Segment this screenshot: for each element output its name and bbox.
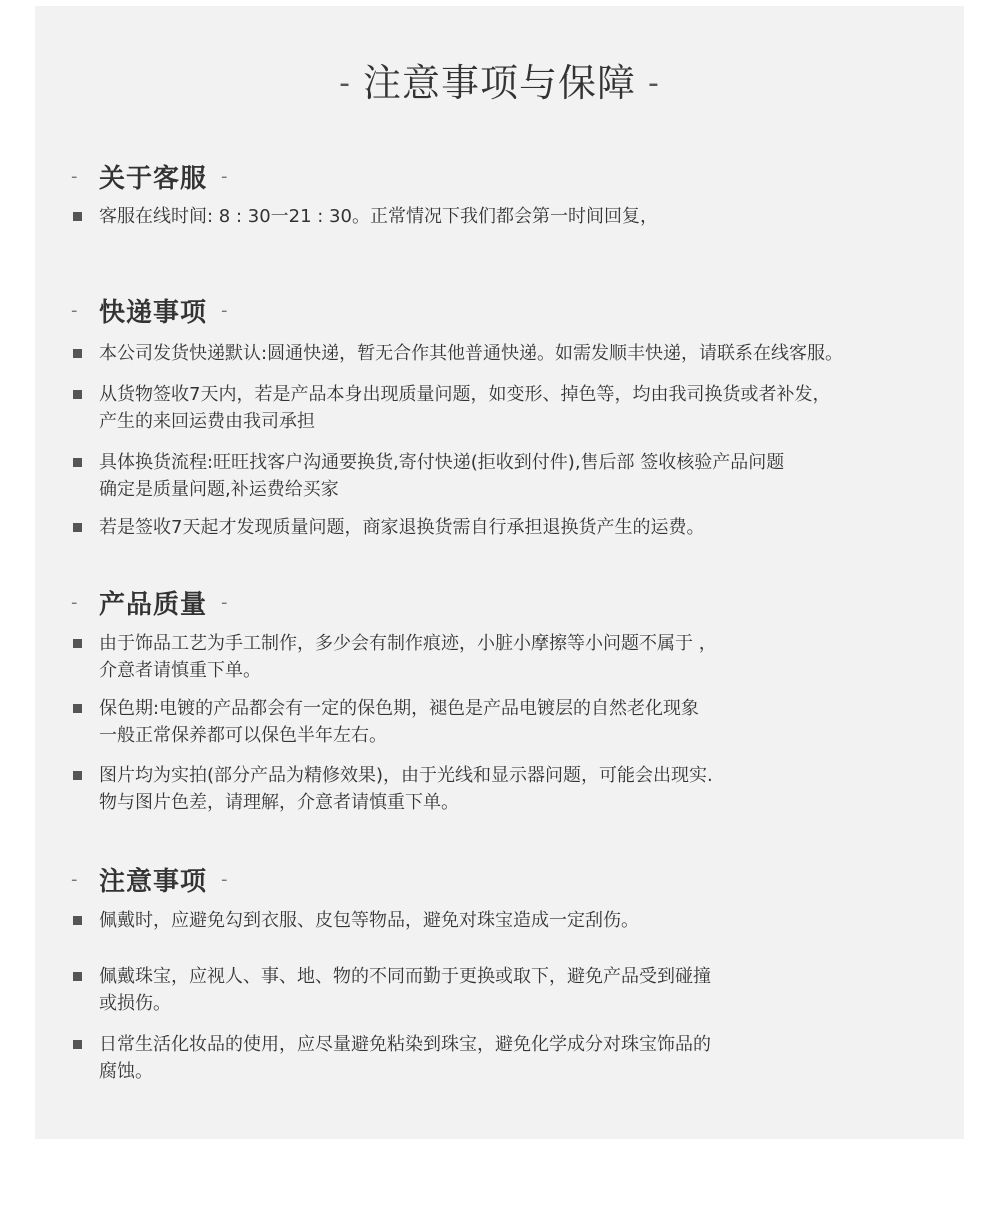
list-item xyxy=(73,963,933,1017)
list-item xyxy=(73,907,933,934)
list-item xyxy=(73,381,933,435)
content-panel xyxy=(35,6,964,1139)
list-item-text xyxy=(99,907,639,934)
text-line: 图片均为实拍(部分产品为精修效果)，由于光线和显示器问题，可能会出现实. xyxy=(99,765,713,786)
section-dash-left: - xyxy=(71,299,78,321)
text-line: 佩戴时，应避免勾到衣服、皮包等物品，避免对珠宝造成一定刮伤。 xyxy=(99,910,639,931)
list-item-text xyxy=(99,963,711,1017)
list-item-text xyxy=(99,695,699,749)
text-line: 腐蚀。 xyxy=(99,1061,153,1082)
bullet-square-icon xyxy=(73,212,82,221)
bullet-square-icon xyxy=(73,639,82,648)
text-line: 或损伤。 xyxy=(99,993,171,1014)
section-heading-shipping xyxy=(71,292,228,328)
section-dash-right: - xyxy=(221,299,228,321)
text-line: 保色期:电镀的产品都会有一定的保色期，褪色是产品电镀层的自然老化现象 xyxy=(99,698,700,719)
bullet-square-icon xyxy=(73,916,82,925)
text-line: 具体换货流程:旺旺找客户沟通要换货,寄付快递(拒收到付件),售后部 签收核验产品问题 xyxy=(99,452,785,473)
bullet-square-icon xyxy=(73,771,82,780)
list-item-text xyxy=(99,340,843,367)
section-heading-customer-service xyxy=(71,158,228,194)
text-line: 佩戴珠宝，应视人、事、地、物的不同而勤于更换或取下，避免产品受到碰撞 xyxy=(99,966,711,987)
section-dash-left: - xyxy=(71,591,78,613)
text-line: 由于饰品工艺为手工制作，多少会有制作痕迹，小脏小摩擦等小问题不属于 ， xyxy=(99,633,717,654)
text-line: 产生的来回运费由我司承担 xyxy=(99,411,315,432)
list-item-text xyxy=(99,449,784,503)
title-dash-left: - xyxy=(339,66,351,101)
list-item-text xyxy=(99,1031,711,1085)
list-item xyxy=(73,762,933,816)
bullet-square-icon xyxy=(73,523,82,532)
list-item-text xyxy=(99,203,658,230)
section-heading-product-quality xyxy=(71,584,228,620)
text-line: 若是签收7天起才发现质量问题，商家退换货需自行承担退换货产生的运费。 xyxy=(99,517,705,538)
section-dash-right: - xyxy=(221,591,228,613)
list-item-text xyxy=(99,381,830,435)
list-item-text xyxy=(99,630,717,684)
text-line: 日常生活化妆品的使用，应尽量避免粘染到珠宝，避免化学成分对珠宝饰品的 xyxy=(99,1034,711,1055)
list-item xyxy=(73,449,933,503)
text-line: 本公司发货快递默认:圆通快递，暂无合作其他普通快递。如需发顺丰快递，请联系在线客服。 xyxy=(99,343,844,364)
bullet-square-icon xyxy=(73,390,82,399)
text-line: 一般正常保养都可以保色半年左右。 xyxy=(99,725,387,746)
section-dash-left: - xyxy=(71,868,78,890)
bullet-square-icon xyxy=(73,349,82,358)
section-dash-right: - xyxy=(221,165,228,187)
text-line: 客服在线时间: 8 : 30一21 : 30。正常情况下我们都会第一时间回复， xyxy=(99,206,658,227)
section-title: 快递事项 xyxy=(99,297,208,328)
list-item xyxy=(73,203,933,230)
text-line: 确定是质量问题,补运费给买家 xyxy=(99,479,339,500)
title-dash-right: - xyxy=(648,66,660,101)
bullet-square-icon xyxy=(73,704,82,713)
section-dash-left: - xyxy=(71,165,78,187)
list-item xyxy=(73,340,933,367)
bullet-square-icon xyxy=(73,972,82,981)
list-item xyxy=(73,514,933,541)
section-dash-right: - xyxy=(221,868,228,890)
text-line: 物与图片色差，请理解，介意者请慎重下单。 xyxy=(99,792,459,813)
text-line: 介意者请慎重下单。 xyxy=(99,660,261,681)
text-line: 从货物签收7天内，若是产品本身出现质量问题，如变形、掉色等，均由我司换货或者补发， xyxy=(99,384,831,405)
bullet-square-icon xyxy=(73,1040,82,1049)
list-item xyxy=(73,695,933,749)
section-title: 关于客服 xyxy=(99,163,208,194)
list-item xyxy=(73,1031,933,1085)
page-title xyxy=(35,58,964,112)
section-title: 注意事项 xyxy=(99,866,208,897)
list-item-text xyxy=(99,514,704,541)
page-title-text: 注意事项与保障 xyxy=(362,61,636,105)
list-item xyxy=(73,630,933,684)
section-title: 产品质量 xyxy=(99,589,208,620)
section-heading-precautions xyxy=(71,861,228,897)
bullet-square-icon xyxy=(73,458,82,467)
list-item-text xyxy=(99,762,713,816)
